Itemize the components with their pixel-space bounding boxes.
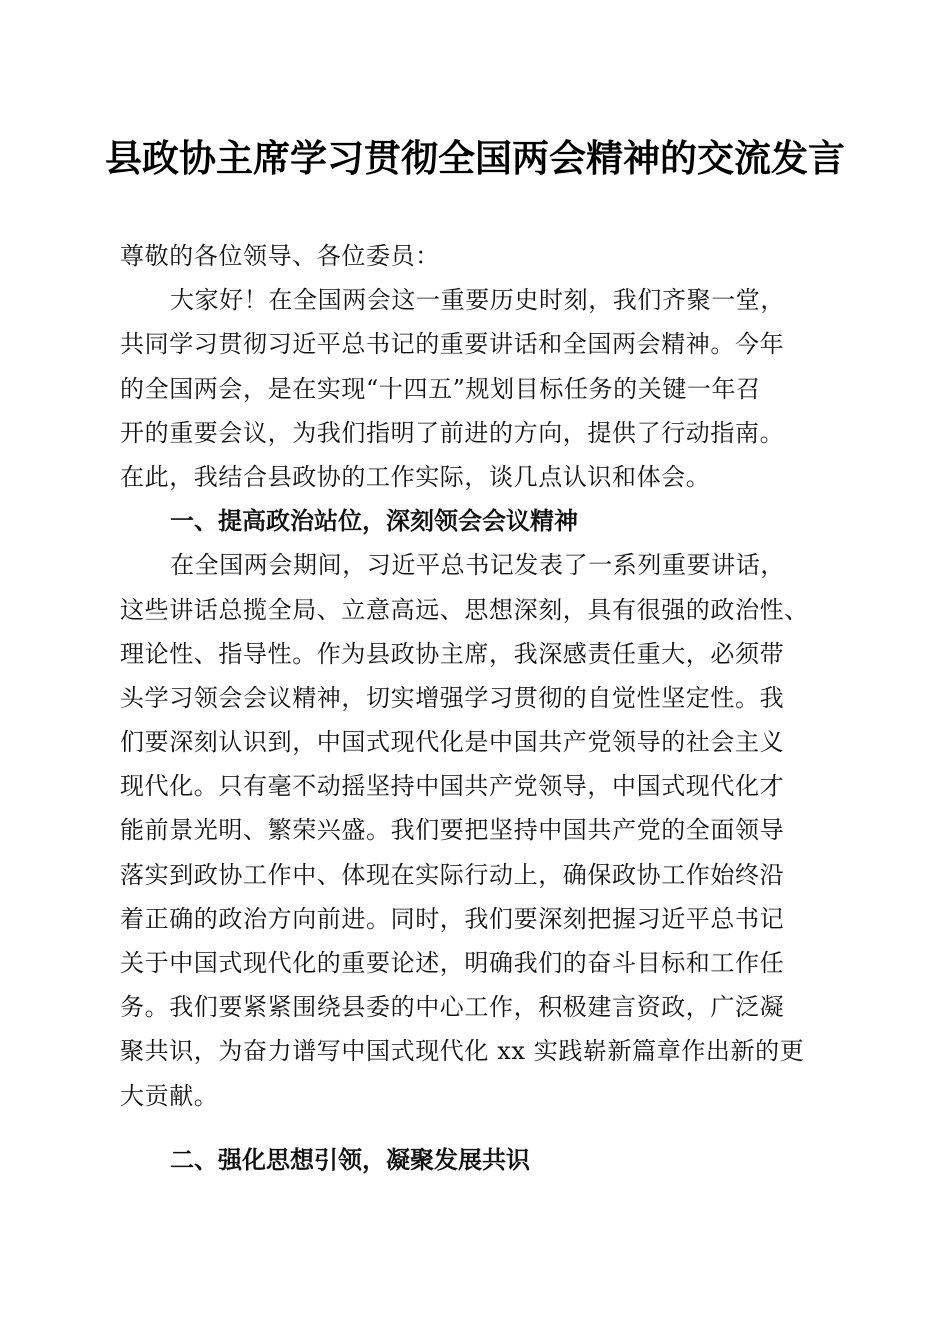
intro-line: 大家好！在全国两会这一重要历史时刻，我们齐聚一堂，: [170, 286, 785, 315]
section1-line: 这些讲话总揽全局、立意高远、思想深刻，具有很强的政治性、: [120, 595, 809, 624]
section1-line: 大贡献。: [120, 1081, 219, 1110]
section1-line: 在全国两会期间，习近平总书记发表了一系列重要讲话，: [170, 551, 785, 580]
section1-line: 理论性、指导性。作为县政协主席，我深感责任重大，必须带: [120, 639, 785, 668]
section1-line: 头学习领会会议精神，切实增强学习贯彻的自觉性坚定性。我: [120, 683, 785, 712]
section1-line: 落实到政协工作中、体现在实际行动上，确保政协工作始终沿: [120, 860, 785, 889]
section1-line: 聚共识，为奋力谱写中国式现代化 xx 实践崭新篇章作出新的更: [120, 1037, 805, 1066]
salutation: 尊敬的各位领导、各位委员：: [120, 242, 440, 270]
intro-line: 开的重要会议，为我们指明了前进的方向，提供了行动指南。: [120, 418, 785, 447]
intro-line: 共同学习贯彻习近平总书记的重要讲话和全国两会精神。今年: [120, 330, 785, 359]
paragraph-gap: [120, 1118, 835, 1138]
document-body: [120, 234, 835, 1182]
section-heading-2: 二、强化思想引领，凝聚发展共识: [170, 1145, 530, 1174]
document-title: 县政协主席学习贯彻全国两会精神的交流发言: [105, 136, 845, 180]
intro-line: 在此，我结合县政协的工作实际，谈几点认识和体会。: [120, 462, 711, 491]
section1-line: 关于中国式现代化的重要论述，明确我们的奋斗目标和工作任: [120, 949, 785, 977]
section1-line: 们要深刻认识到，中国式现代化是中国共产党领导的社会主义: [120, 728, 785, 757]
section1-line: 着正确的政治方向前进。同时，我们要深刻把握习近平总书记: [120, 904, 785, 933]
section1-line: 务。我们要紧紧围绕县委的中心工作，积极建言资政，广泛凝: [120, 993, 785, 1022]
section1-line: 现代化。只有毫不动摇坚持中国共产党领导，中国式现代化才: [120, 772, 785, 801]
section-heading-1: 一、提高政治站位，深刻领会会议精神: [170, 507, 578, 536]
section1-line: 能前景光明、繁荣兴盛。我们要把坚持中国共产党的全面领导: [120, 816, 785, 845]
intro-line: 的全国两会，是在实现“十四五”规划目标任务的关键一年召: [120, 374, 761, 403]
